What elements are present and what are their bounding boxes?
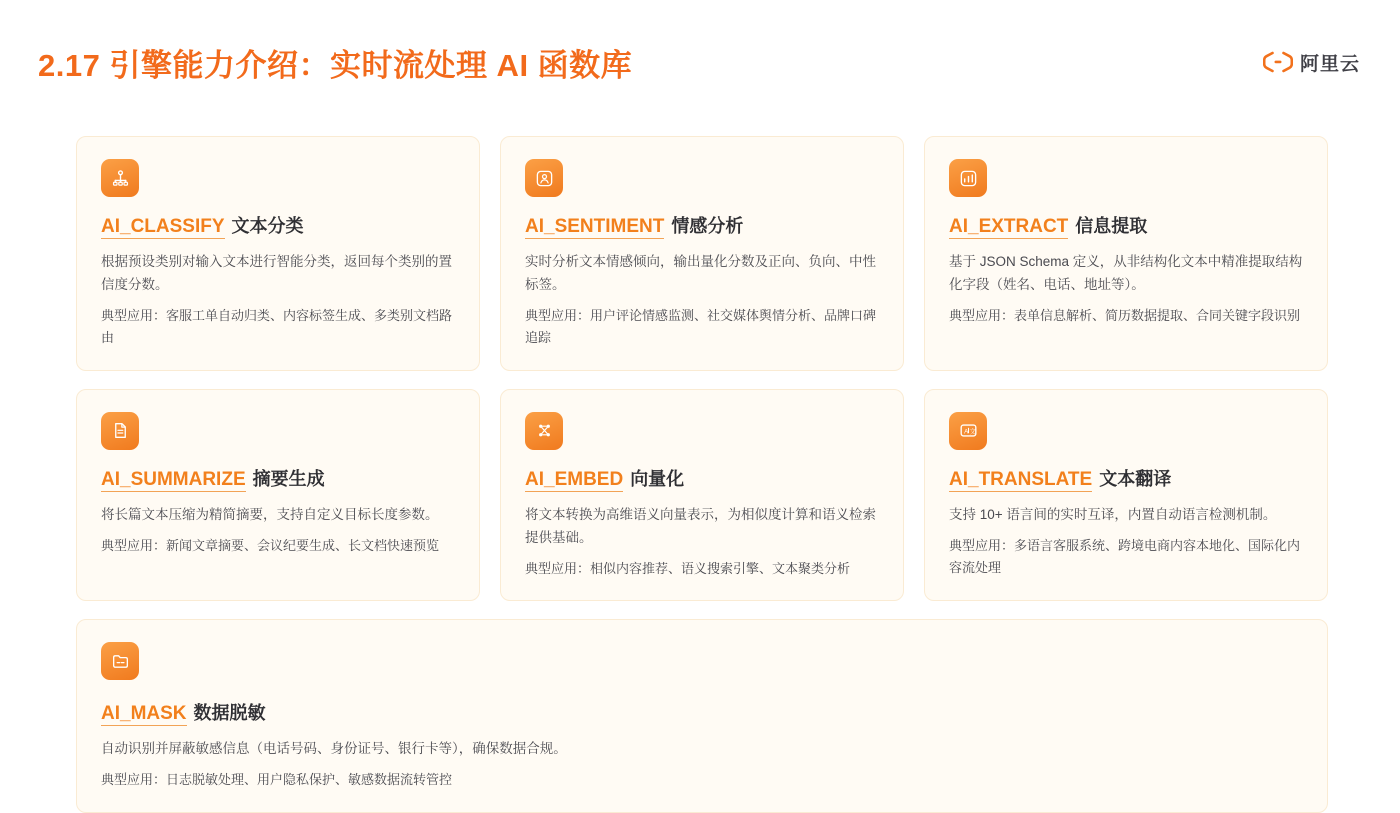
card-usecase: 典型应用：多语言客服系统、跨境电商内容本地化、国际化内容流处理: [949, 537, 1301, 576]
function-cn-name: 数据脱敏: [193, 703, 266, 724]
function-name: AI_EMBED: [525, 468, 624, 490]
mask-folder-icon: [101, 642, 139, 680]
card-usecase: 典型应用：日志脱敏处理、用户隐私保护、敏感数据流转管控: [101, 772, 453, 788]
card-title: [525, 215, 879, 240]
card-description: 支持 10+ 语言间的实时互译，内置自动语言检测机制。: [949, 506, 1277, 522]
function-card-ai-translate[interactable]: [924, 389, 1328, 601]
function-card-ai-sentiment[interactable]: [500, 136, 904, 371]
card-title: [949, 468, 1303, 493]
page-title: 2.17 引擎能力介绍：实时流处理 AI 函数库: [38, 47, 633, 83]
card-title: [101, 215, 455, 240]
classify-icon: [101, 159, 139, 197]
function-cn-name: 文本分类: [231, 216, 304, 236]
function-card-grid: [76, 136, 1328, 813]
function-card-ai-mask[interactable]: [76, 619, 1328, 812]
card-title: [101, 468, 455, 493]
slide-header: [38, 34, 1360, 90]
function-card-ai-embed[interactable]: [500, 389, 904, 601]
function-cn-name: 文本翻译: [1099, 468, 1172, 489]
brand-name: 阿里云: [1299, 53, 1360, 75]
function-card-ai-extract[interactable]: [924, 136, 1328, 371]
function-card-ai-summarize[interactable]: [76, 389, 480, 601]
card-description: 基于 JSON Schema 定义，从非结构化文本中精准提取结构化字段（姓名、电话、地址等）。: [949, 253, 1303, 292]
svg-text:文: 文: [969, 428, 976, 436]
function-name: AI_SUMMARIZE: [101, 468, 246, 490]
card-usecase: 典型应用：相似内容推荐、语义搜索引擎、文本聚类分析: [525, 560, 851, 576]
card-description: 实时分析文本情感倾向，输出量化分数及正向、负向、中性标签。: [525, 253, 876, 292]
function-cn-name: 向量化: [630, 468, 685, 489]
function-cn-name: 摘要生成: [252, 468, 325, 489]
card-description: 根据预设类别对输入文本进行智能分类，返回每个类别的置信度分数。: [101, 253, 452, 292]
card-usecase: 典型应用：新闻文章摘要、会议纪要生成、长文档快速预览: [101, 537, 440, 553]
function-name: AI_TRANSLATE: [949, 468, 1093, 490]
embedding-graph-icon: [525, 412, 563, 450]
translate-icon: [949, 412, 987, 450]
function-name: AI_MASK: [101, 703, 187, 725]
svg-text:A: A: [963, 428, 968, 436]
card-usecase: 典型应用：客服工单自动归类、内容标签生成、多类别文档路由: [101, 308, 453, 346]
function-card-ai-classify[interactable]: [76, 136, 480, 371]
card-description: 将文本转换为高维语义向量表示，为相似度计算和语义检索提供基础。: [525, 506, 876, 545]
card-description: 将长篇文本压缩为精简摘要，支持自定义目标长度参数。: [101, 506, 439, 522]
sentiment-person-icon: [525, 159, 563, 197]
card-usecase: 典型应用：表单信息解析、简历数据提取、合同关键字段识别: [949, 308, 1301, 324]
document-summary-icon: [101, 412, 139, 450]
function-name: AI_EXTRACT: [949, 216, 1069, 237]
brand-logo: [1263, 49, 1360, 76]
card-title: [101, 702, 1303, 727]
alibaba-cloud-logo-icon: [1263, 51, 1293, 73]
function-name: AI_SENTIMENT: [525, 216, 665, 237]
function-cn-name: 信息提取: [1075, 216, 1148, 236]
card-title: [949, 215, 1303, 240]
card-description: 自动识别并屏蔽敏感信息（电话号码、身份证号、银行卡等），确保数据合规。: [101, 741, 567, 757]
function-name: AI_CLASSIFY: [101, 216, 225, 237]
extract-chart-icon: [949, 159, 987, 197]
card-title: [525, 468, 879, 493]
card-usecase: 典型应用：用户评论情感监测、社交媒体舆情分析、品牌口碑追踪: [525, 308, 877, 346]
function-cn-name: 情感分析: [671, 216, 744, 236]
